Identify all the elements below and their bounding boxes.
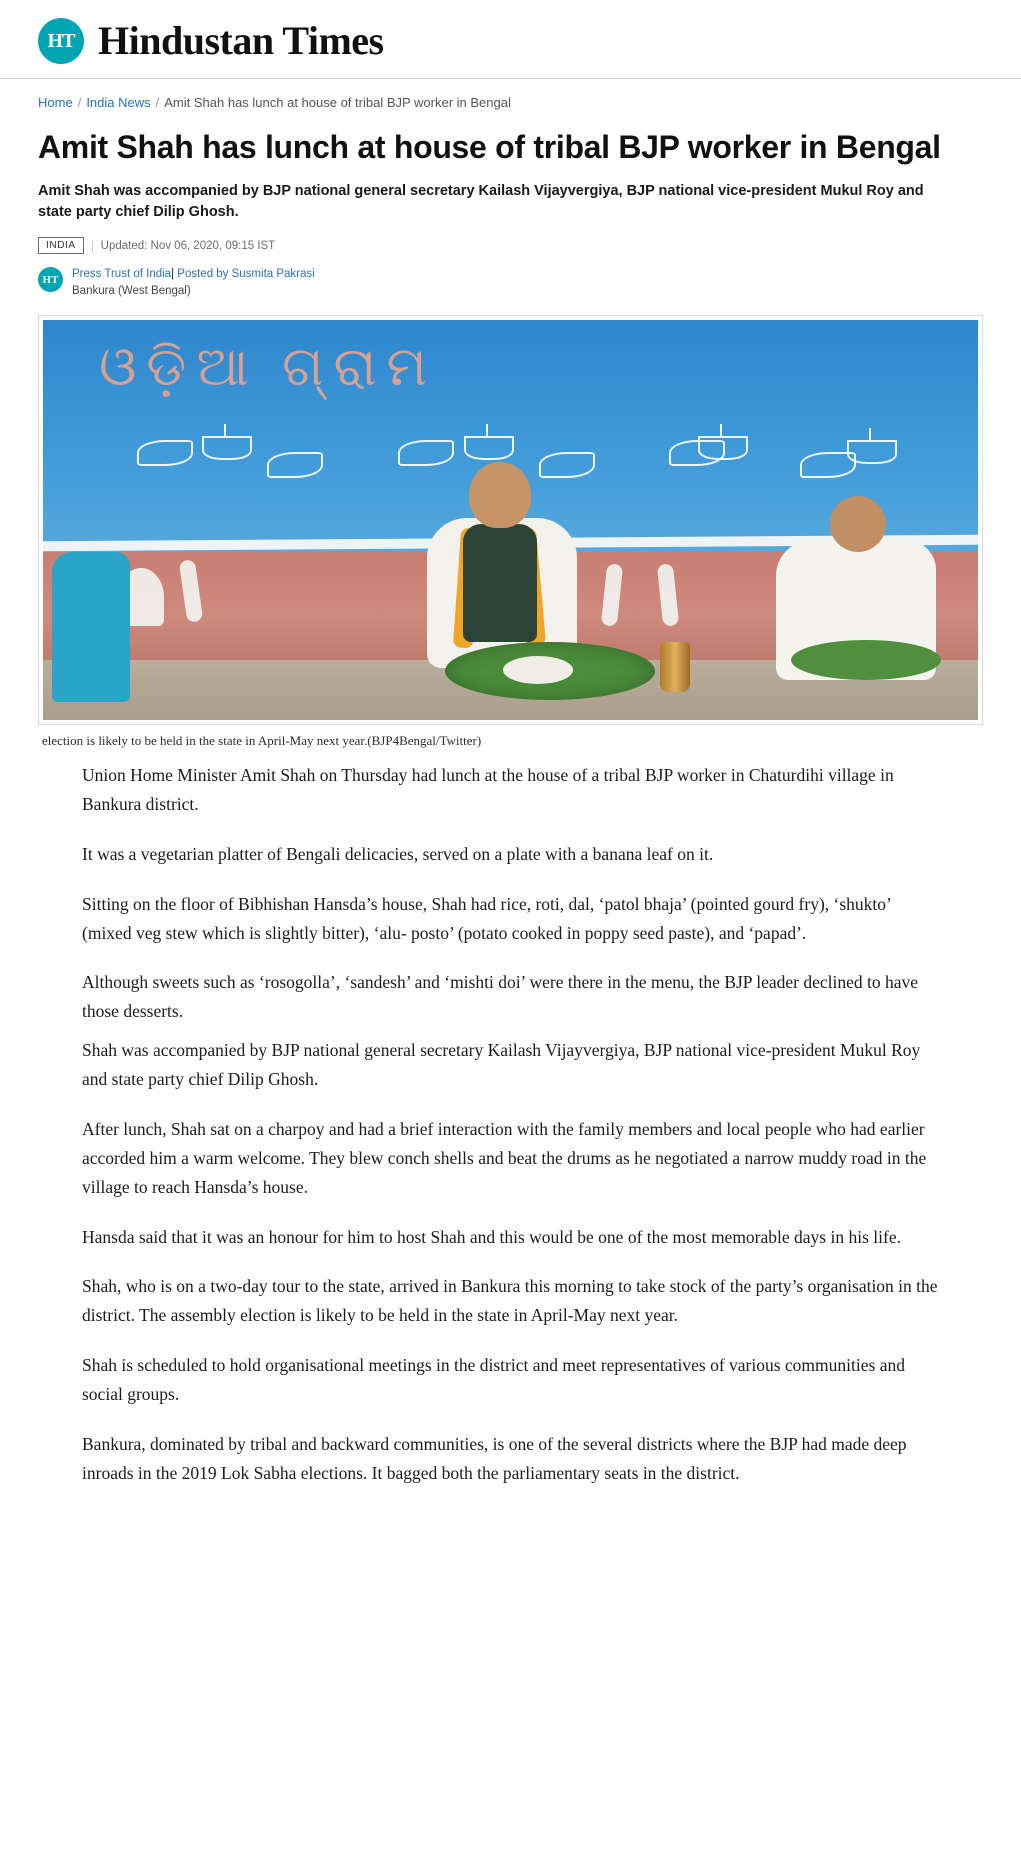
article-paragraph: Hansda said that it was an honour for him to host Shah and this would be one of the most memorable days in his life.	[82, 1226, 901, 1247]
boat-motif-icon	[847, 440, 897, 464]
status-badge[interactable]: INDIA	[38, 237, 84, 254]
article-paragraph: Shah is scheduled to hold organisational meetings in the district and meet representatives of various communities and social groups.	[82, 1355, 905, 1405]
banana-leaf-plate-right	[791, 640, 941, 680]
page-title: Amit Shah has lunch at house of tribal BJP worker in Bengal	[38, 129, 941, 165]
byline-text	[72, 266, 315, 301]
breadcrumb-item-current: Amit Shah has lunch at house of tribal BJP worker in Bengal	[164, 95, 511, 110]
person-left	[52, 542, 142, 712]
byline-separator: |	[171, 268, 175, 281]
breadcrumb	[0, 79, 1021, 110]
article-paragraph: Union Home Minister Amit Shah on Thursday had lunch at the house of a tribal BJP worker in Chaturdihi village in Bankura district.	[82, 765, 894, 814]
fish-motif-icon	[267, 452, 323, 478]
boat-motif-icon	[698, 436, 748, 460]
article-paragraph: Shah was accompanied by BJP national general secretary Kailash Vijayvergiya, BJP national vice-president Mukul Roy and state party chief Dilip Ghosh.	[82, 1040, 921, 1090]
article-paragraph: Bankura, dominated by tribal and backward communities, is one of the several districts where the BJP had made deep inroads in the 2019 Lok Sabha elections. It bagged both the parliamentary seats in the district.	[82, 1433, 907, 1483]
article-paragraph: Sitting on the floor of Bibhishan Hansda’s house, Shah had rice, roti, dal, ‘patol bhaja’ (pointed gourd fry), ‘shukto’ (mixed veg stew which is slightly bitter), ‘alu- posto’ (potato cooked in poppy seed paste), and ‘papad’.	[82, 893, 891, 943]
breadcrumb-item-home[interactable]: Home	[38, 95, 73, 110]
hero-image-frame	[38, 315, 983, 725]
breadcrumb-separator: /	[155, 95, 160, 110]
article-paragraph: Although sweets such as ‘rosogolla’, ‘sandesh’ and ‘mishti doi’ were there in the menu, the BJP leader declined to have those desserts.	[82, 972, 919, 1022]
boat-motif-icon	[464, 436, 514, 460]
avatar: HT	[38, 267, 63, 292]
article-meta	[38, 237, 983, 254]
breadcrumb-separator: /	[77, 95, 82, 110]
site-wordmark[interactable]: Hindustan Times	[98, 18, 384, 63]
brass-tumbler	[660, 642, 690, 692]
article-paragraph: Shah, who is on a two-day tour to the state, arrived in Bankura this morning to take stock of the party’s organisation in the district. The assembly election is likely to be held in the state in April-May next year.	[82, 1276, 938, 1326]
breadcrumb-item-india-news[interactable]: India News	[86, 95, 151, 110]
byline-author[interactable]: Posted by Susmita Pakrasi	[177, 268, 315, 281]
article-header	[0, 128, 1021, 749]
boat-motif-icon	[202, 436, 252, 460]
hero-caption: election is likely to be held in the state in April-May next year.(BJP4Bengal/Twitter)	[42, 732, 482, 748]
article-paragraph: It was a vegetarian platter of Bengali delicacies, served on a plate with a banana leaf on it.	[82, 843, 714, 864]
article-subhead: Amit Shah was accompanied by BJP national general secretary Kailash Vijayvergiya, BJP national vice-president Mukul Roy and state party chief Dilip Ghosh.	[38, 183, 924, 221]
article-body	[0, 749, 1021, 1549]
fish-motif-icon	[137, 440, 193, 466]
site-masthead	[0, 0, 1021, 79]
byline-source[interactable]: Press Trust of India	[72, 268, 172, 281]
updated-timestamp: Updated: Nov 06, 2020, 09:15 IST	[92, 240, 276, 252]
article-paragraph: After lunch, Shah sat on a charpoy and had a brief interaction with the family members and local people who had earlier accorded him a warm welcome. They blew conch shells and beat the drums as he negotiated a narrow muddy road in the village to reach Hansda’s house.	[82, 1118, 927, 1197]
byline-dateline: Bankura (West Bengal)	[72, 285, 191, 298]
wall-script-text: ଓଡ଼ିଆ ଗ୍ରାମ	[99, 336, 437, 397]
banana-leaf-plate	[445, 642, 655, 700]
hero-image	[43, 320, 978, 720]
ht-logo-icon[interactable]: HT	[38, 18, 84, 64]
hero-figure	[38, 315, 983, 750]
byline	[38, 266, 983, 301]
